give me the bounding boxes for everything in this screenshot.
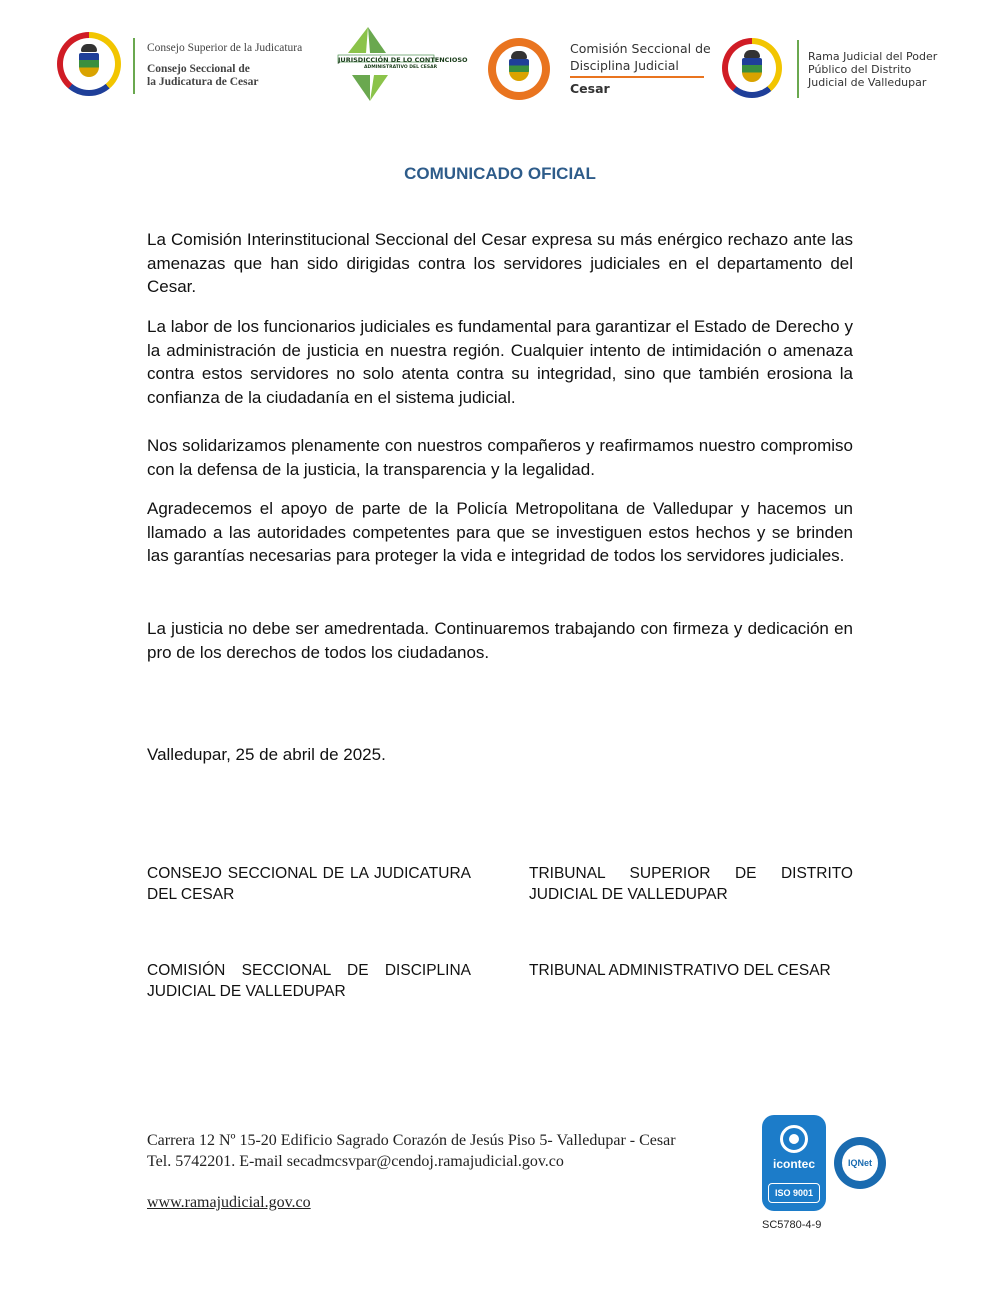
logo3-line1: Comisión Seccional de — [570, 41, 711, 56]
logo3-line3: Cesar — [570, 81, 610, 96]
logo1-line1: Consejo Superior de la Judicatura — [147, 42, 303, 54]
signatory-1: CONSEJO SECCIONAL DE LA JUDICATURA DEL CESAR — [147, 865, 471, 903]
date-line: Valledupar, 25 de abril de 2025. — [147, 745, 386, 764]
divider — [133, 38, 135, 94]
certificate-code: SC5780-4-9 — [762, 1219, 822, 1231]
icontec-logo-icon — [762, 1115, 826, 1211]
paragraph-5: La justicia no debe ser amedrentada. Continuaremos trabajando con firmeza y dedicación en pro de los derechos de todos los ciudadanos. — [147, 619, 853, 662]
disciplina-seal-icon — [488, 38, 550, 100]
colombia-seal-icon — [57, 32, 121, 96]
rama-judicial-seal-icon — [722, 38, 782, 98]
logo1-line3: la Judicatura de Cesar — [147, 76, 259, 88]
jurisdiccion-logo-icon — [330, 25, 468, 103]
website-link[interactable]: www.ramajudicial.gov.co — [147, 1194, 311, 1211]
logo4-line2: Público del Distrito — [808, 63, 912, 76]
logo3-line2: Disciplina Judicial — [570, 58, 679, 73]
paragraph-1: La Comisión Interinstitucional Seccional del Cesar expresa su más enérgico rechazo ante las amenazas que han sido dirigidas contra los servidores judiciales en el departamento del Cesar. — [147, 230, 853, 296]
footer-contact: Tel. 5742201. E-mail secadmcsvpar@cendoj.ramajudicial.gov.co — [147, 1153, 564, 1170]
iqnet-logo-icon — [834, 1137, 886, 1189]
paragraph-4: Agradecemos el apoyo de parte de la Policía Metropolitana de Valledupar y hacemos un llamado a las autoridades competentes para que se investiguen estos hechos y se brinden las garantías necesarias para proteger la vida e integridad de todos los servidores judiciales. — [147, 499, 853, 565]
iqnet-label: IQNet — [842, 1145, 878, 1181]
paragraph-3: Nos solidarizamos plenamente con nuestros compañeros y reafirmamos nuestro compromiso con la defensa de la justicia, la transparencia y la legalidad. — [147, 436, 853, 479]
footer-address: Carrera 12 Nº 15-20 Edificio Sagrado Corazón de Jesús Piso 5- Valledupar - Cesar — [147, 1132, 676, 1149]
logo2-line2: ADMINISTRATIVO DEL CESAR — [364, 65, 438, 70]
icontec-label: icontec — [772, 1157, 815, 1171]
document-title: COMUNICADO OFICIAL — [404, 164, 596, 183]
paragraph-2: La labor de los funcionarios judiciales es fundamental para garantizar el Estado de Derecho y la administración de justicia en nuestra región. Cualquier intento de intimidación o amenaza contra estos servidores no solo atenta contra su integridad, sino que también erosiona la confianza de la ciudadanía en el sistema judicial. — [147, 317, 853, 407]
divider-orange — [570, 76, 704, 78]
iso-label: ISO 9001 — [768, 1183, 820, 1203]
logo1-line2: Consejo Seccional de — [147, 63, 250, 75]
signatory-2: TRIBUNAL SUPERIOR DE DISTRITO JUDICIAL DE VALLEDUPAR — [529, 865, 853, 903]
signatory-4: TRIBUNAL ADMINISTRATIVO DEL CESAR — [529, 962, 831, 979]
divider — [797, 40, 799, 98]
signatory-3: COMISIÓN SECCIONAL DE DISCIPLINA JUDICIAL DE VALLEDUPAR — [147, 962, 471, 1000]
logo4-line3: Judicial de Valledupar — [808, 76, 927, 89]
logo4-line1: Rama Judicial del Poder — [808, 50, 938, 63]
logo2-line1: JURISDICCIÓN DE LO CONTENCIOSO — [338, 56, 468, 64]
